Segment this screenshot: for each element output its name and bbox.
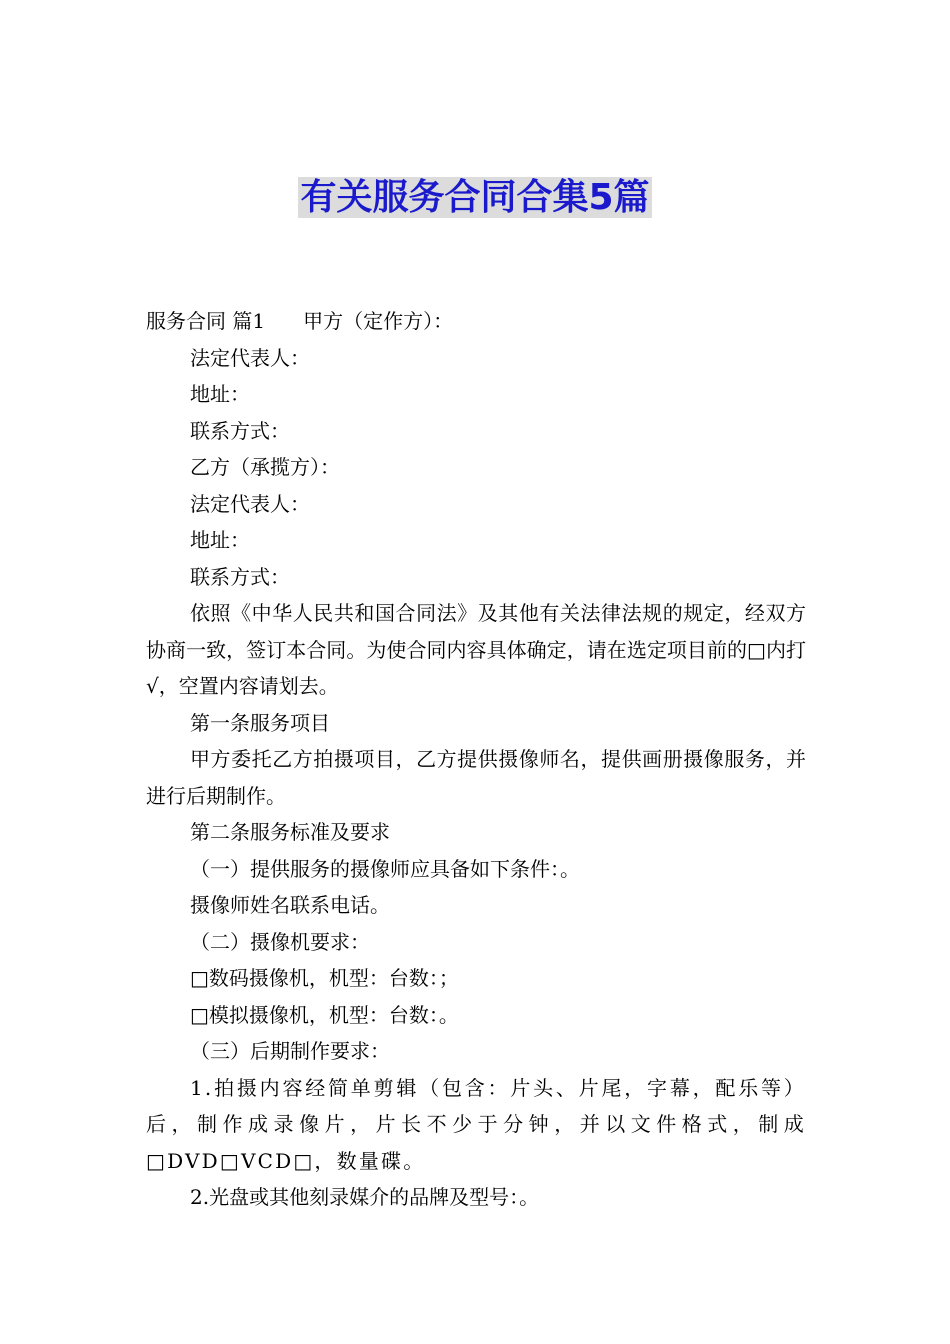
paragraph: 甲方委托乙方拍摄项目，乙方提供摄像师名，提供画册摄像服务，并进行后期制作。 [146,747,806,808]
paragraph: 地址： [190,382,250,406]
paragraph: 地址： [190,528,250,552]
paragraph: 第二条服务标准及要求 [190,820,390,844]
paragraph: 法定代表人： [190,491,310,516]
document-body [146,303,806,1216]
paragraph: 1.拍摄内容经简单剪辑（包含：片头、片尾，字幕，配乐等）后，制作成录像片，片长不少于分钟，并以文件格式，制成□DVD□VCD□，数量碟。 [146,1075,806,1173]
paragraph: 法定代表人： [190,345,310,370]
page-title-text: 有关服务合同合集5篇 [300,177,650,218]
page-title [0,172,950,224]
paragraph: □模拟摄像机，机型：台数：。 [190,1002,459,1027]
paragraph: 联系方式： [190,564,290,589]
paragraph: 摄像师姓名联系电话。 [190,893,390,917]
paragraph: 第一条服务项目 [190,710,330,735]
contract-section-label: 服务合同 篇1 [146,309,266,333]
paragraph: 2.光盘或其他刻录媒介的品牌及型号：。 [190,1185,540,1209]
paragraph: （三）后期制作要求： [190,1039,390,1063]
paragraph: 乙方（承揽方）： [190,455,340,479]
paragraph: 联系方式： [190,418,290,443]
paragraph: 依照《中华人民共和国合同法》及其他有关法律法规的规定，经双方协商一致，签订本合同。为使合同内容具体确定，请在选定项目前的□内打√，空置内容请划去。 [146,601,806,698]
paragraph: （二）摄像机要求： [190,929,370,954]
paragraph-first-line [146,303,806,340]
paragraph: （一）提供服务的摄像师应具备如下条件：。 [190,856,580,881]
paragraph: □数码摄像机，机型：台数：； [190,966,459,990]
party-a-label: 甲方（定作方）： [303,309,454,333]
